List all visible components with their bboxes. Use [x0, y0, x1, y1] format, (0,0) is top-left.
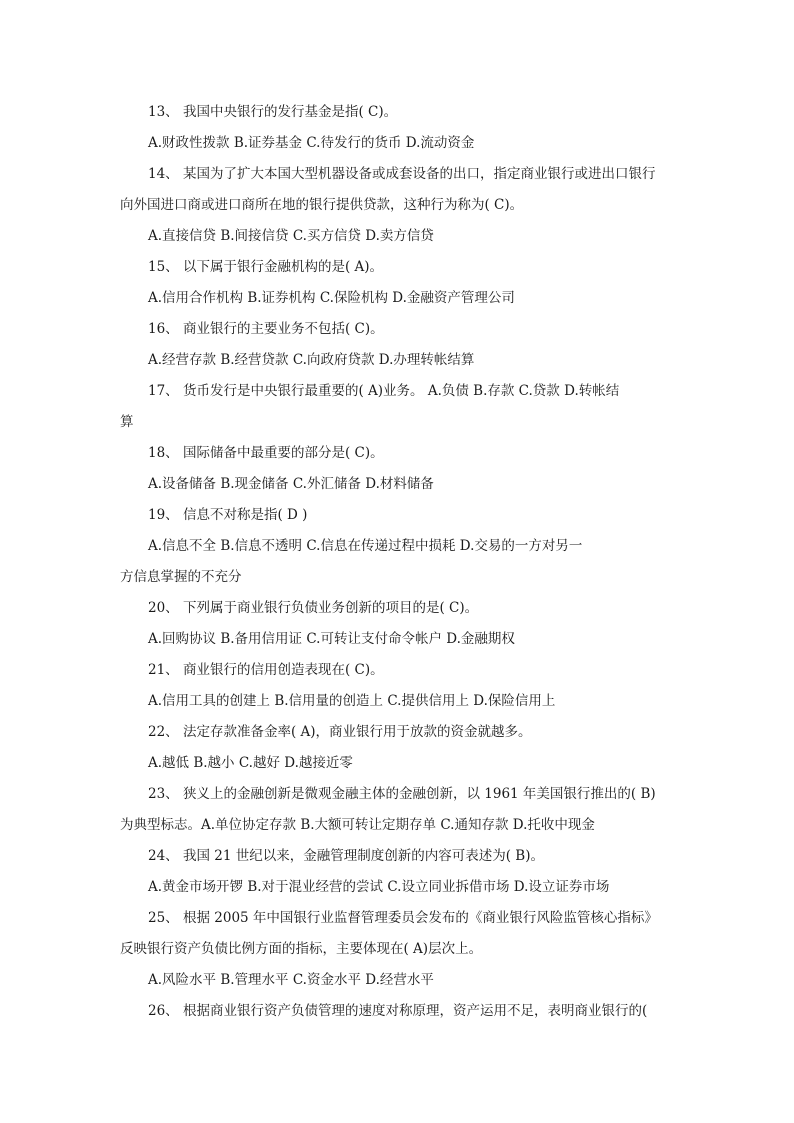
text-line: 26、 根据商业银行资产负债管理的速度对称原理，资产运用不足，表明商业银行的( — [148, 1003, 648, 1019]
question-text-body — [120, 97, 680, 1027]
text-line: 22、 法定存款准备金率( A)，商业银行用于放款的资金就越多。 — [148, 724, 532, 740]
text-line: A.信用合作机构 B.证券机构 C.保险机构 D.金融资产管理公司 — [148, 290, 515, 306]
text-line: A.黄金市场开锣 B.对于混业经营的尝试 C.设立同业拆借市场 D.设立证券市场 — [148, 879, 610, 895]
text-line: A.经营存款 B.经营贷款 C.向政府贷款 D.办理转帐结算 — [148, 352, 475, 368]
text-line: 18、 国际储备中最重要的部分是( C)。 — [148, 445, 384, 461]
text-line: 为典型标志。A.单位协定存款 B.大额可转让定期存单 C.通知存款 D.托收中现金 — [120, 817, 595, 833]
text-line: 19、 信息不对称是指( D ) — [148, 507, 308, 523]
text-line: 算 — [120, 414, 134, 430]
text-line: 15、 以下属于银行金融机构的是( A)。 — [148, 259, 384, 275]
text-line: 21、 商业银行的信用创造表现在( C)。 — [148, 662, 384, 678]
text-line: 16、 商业银行的主要业务不包括( C)。 — [148, 321, 384, 337]
text-line: 13、 我国中央银行的发行基金是指( C)。 — [148, 104, 398, 120]
text-line: A.设备储备 B.现金储备 C.外汇储备 D.材料储备 — [148, 476, 434, 492]
text-line: 24、 我国 21 世纪以来，金融管理制度创新的内容可表述为( B)。 — [148, 848, 544, 864]
text-line: 方信息掌握的不充分 — [120, 569, 242, 585]
text-line: 14、 某国为了扩大本国大型机器设备或成套设备的出口，指定商业银行或进出口银行 — [148, 166, 656, 182]
text-line: 23、 狭义上的金融创新是微观金融主体的金融创新，以 1961 年美国银行推出的( B) — [148, 786, 656, 802]
text-line: 向外国进口商或进口商所在地的银行提供贷款，这种行为称为( C)。 — [120, 197, 524, 213]
text-line: 25、 根据 2005 年中国银行业监督管理委员会发布的《商业银行风险监管核心指标》 — [148, 910, 658, 926]
text-line: 17、 货币发行是中央银行最重要的( A)业务。 A.负债 B.存款 C.贷款 D.转帐结 — [148, 383, 620, 399]
text-line: A.信用工具的创建上 B.信用量的创造上 C.提供信用上 D.保险信用上 — [148, 693, 556, 709]
text-line: A.信息不全 B.信息不透明 C.信息在传递过程中损耗 D.交易的一方对另一 — [148, 538, 583, 554]
text-line: A.财政性拨款 B.证券基金 C.待发行的货币 D.流动资金 — [148, 135, 475, 151]
text-line: A.越低 B.越小 C.越好 D.越接近零 — [148, 755, 353, 771]
text-line: A.风险水平 B.管理水平 C.资金水平 D.经营水平 — [148, 972, 434, 988]
text-line: A.回购协议 B.备用信用证 C.可转让支付命令帐户 D.金融期权 — [148, 631, 515, 647]
text-line: 20、 下列属于商业银行负债业务创新的项目的是( C)。 — [148, 600, 479, 616]
text-line: A.直接信贷 B.间接信贷 C.买方信贷 D.卖方信贷 — [148, 228, 434, 244]
text-line: 反映银行资产负债比例方面的指标，主要体现在( A)层次上。 — [120, 941, 483, 957]
